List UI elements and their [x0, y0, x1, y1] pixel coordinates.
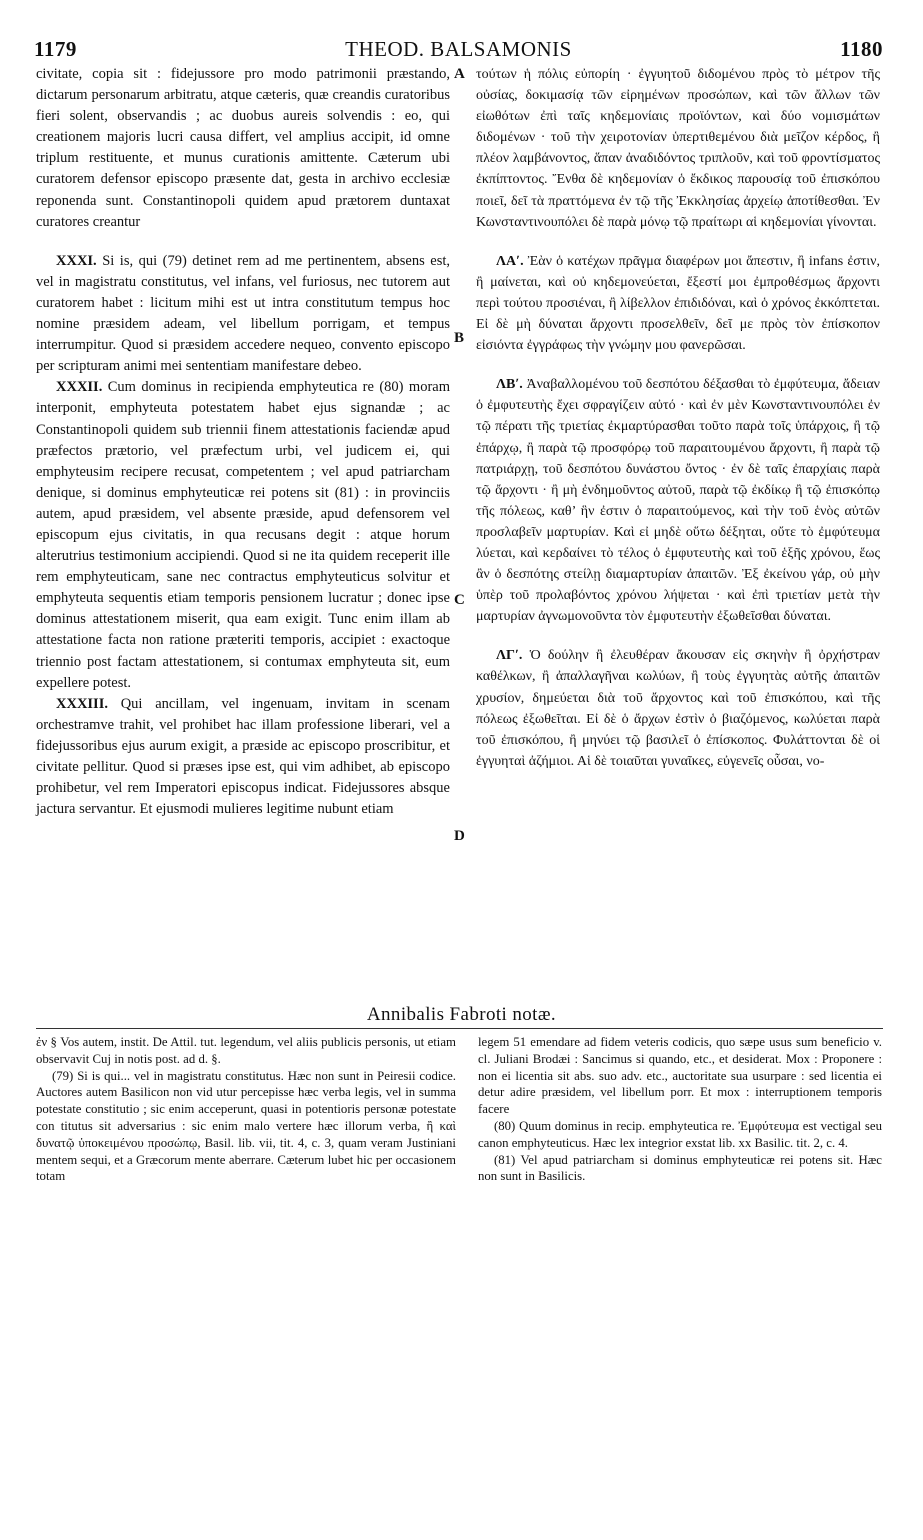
greek-section-33 [476, 645, 880, 772]
margin-letter-c: C [454, 592, 465, 608]
greek-section-31 [476, 251, 880, 356]
greek-section-32 [476, 374, 880, 627]
notes-right-column [478, 1034, 882, 1185]
greek-paragraph-intro: τούτων ἡ πόλις εὐπορίη · ἐγγυητοῦ διδομένου πρὸς τὸ μέτρον τῆς οὐσίας, δοκιμασίᾳ τῶν εἰρημένων προσώπων, καὶ τῶν ἄλλων τῶν εἰωθότων ἐπὶ ταῖς κηδεμονίαις προϊόντων, καὶ δύο νομισμάτων διδομένων · τοῦ τὴν χειροτονίαν ὑπερτιθεμένου διὰ μεῖζον κέρδος, ἢ πλέον λαμβάνοντος, ἅπαν ἀναδιδόντος τριπλοῦν, καὶ τοῦ φροντίσματος ἐκπίπτοντος. Ἔνθα δὲ κηδεμονίαν ὁ ἔκδικος παρουσίᾳ τοῦ ἐπισκόπου ποιεῖ, δεῖ τὰ πραττόμενα ἐν τῷ τῆς Ἐκκλησίας ἀρχείῳ ἀποτίθεσθαι. Ἐν Κωνσταντινουπόλει δὲ παρὰ μόνῳ τῷ πραίτωρι αἱ κηδεμονίαι γίνονται. [476, 67, 880, 230]
page-number-left: 1179 [34, 36, 77, 61]
page-number-right: 1180 [840, 36, 883, 61]
notes-heading: Annibalis Fabroti notæ. [366, 1004, 557, 1025]
margin-letter-a: A [454, 66, 465, 82]
latin-section-32 [36, 377, 450, 693]
section-text: Ἀναβαλλομένου τοῦ δεσπότου δέξασθαι τὸ ἐμφύτευμα, ἄδειαν ὁ ἐμφυτευτὴς ἔχει σφραγίζειν αὐτό · καὶ ἐν μὲν Κωνσταντινουπόλει ἐν τῷ πέρατι τῆς τριετίας ἐκμαρτύρασθαι τοῦτο παρὰ τοῖς ὑπάρχοις, ἢ τῷ ἐπάρχῳ, ἢ παρὰ τῷ προσφόρῳ τοῦ παραιτουμένου ἄρχοντι, ἢ παρὰ τῷ πατριάρχῃ, τοῦ δεσπότου δυνάστου ὄντος · ἐν δὲ ταῖς ἐπαρχίαις παρὰ τῷ ἄρχοντι · ἢ μὴ ἐνδημοῦντος αὐτοῦ, παρὰ τῷ ἐκδίκῳ ἢ τῷ ἐπισκόπῳ τῆς πόλεως, καθ’ ἣν ἐστιν ὁ παραιτούμενος, καὶ τὴν τοῦ ἑνὸς αὐτῶν προσλαβεῖν μαρτυρίαν. Καὶ εἰ μηδὲ οὕτω δέξηται, οὔτε τὸ ἐμφύτευμα λύεται, καὶ κερδαίνει τὸ τέλος ὁ ἐμφυτευτὴς καὶ τοῦ ἑξῆς χρόνου, ἕως ἂν ὁ δεσπότης στείλῃ διαμαρτυρίαν ἀπαιτῶν. Ἐξ ἐκείνου γάρ, οὐ μὴν ὑπὲρ τοῦ προλαβόντος χρόνου λήψεται · καὶ ἐπὶ τριετίαν μετὰ τὴν μαρτυρίαν ἀγνωμονοῦντα τὸν ἐμφυτευτὴν ἐξωθεῖσθαι δύναται. [476, 377, 880, 625]
greek-column [476, 64, 880, 772]
section-number: ΛΓʹ. [496, 648, 523, 664]
section-text: Cum dominus in recipienda emphyteutica re (80) moram interponit, emphyteuta potestatem habet ejus signandæ ; ac Constantinopoli quidem sub triennii finem attestationis faciendæ apud præfectos prætorio, vel præfectum urbi, vel judicem ei, qui emphyteusim recipere recusat, competentem ; vel apud patriarcham denique, si dominus emphyteuticæ rei potens sit (81) : in provinciis autem, apud præsidem, vel absente præside, apud defensorem vel episcopum ejus civitatis, in qua recusans degit : atque horum alterutrius testimonium accipiendi. Quod si ne ita quidem receperit ille rem emphyteuticam, sane nec contractus emphyteuticus solvitur et emphyteuta sequentis etiam temporis pensionem lucratur ; donec ipse dominus attestationem miserit, qua eam exigit. Tunc enim illam ab attestatione facta non ratione præteriti temporis, accipiet : exactoque triennio post factam attestationem, si contumax emphyteuta sit, eum expellere potest. [36, 379, 450, 691]
note-paragraph: legem 51 emendare ad fidem veteris codicis, quo sæpe usus sum beneficio v. cl. Juliani Brodæi : Sancimus si quando, etc., et desiderat. Mox : Proponere : non ei licentia sit abs. suo adv. etc., auctoritate sua usurpare : sed licentia ei detur adire præsidem, vel libellum porr. Et mox : interruptionem temporis facere [478, 1035, 882, 1117]
notes-left-column [36, 1034, 456, 1185]
latin-paragraph-intro: civitate, copia sit : fidejussore pro modo patrimonii præstando, dictarum personarum arbitratu, atque cæteris, quæ creandis curatoribus fieri solent, observandis ; ac duobus aureis solvendis : eo, qui creationem majoris lucri causa differt, vel amplius accipit, id omne triplum restituente, et munus curationis amittente. Cæterum ubi curatorem defensor episcopo præsente dat, gesta in archivo ecclesiæ reponenda sunt. Constantinopoli quidem apud prætorem duntaxat curatores creantur [36, 66, 450, 230]
section-number: XXXI. [56, 252, 97, 269]
section-number: XXXII. [56, 379, 103, 396]
margin-letter-d: D [454, 828, 465, 844]
section-text: Ὁ δούλην ἢ ἐλευθέραν ἄκουσαν εἰς σκηνὴν ἢ ὀρχήστραν καθέλκων, ἢ ἀπαλλαγῆναι κωλύων, ἢ τοὺς ἐγγυητὰς αὐτῆς ἀπαιτῶν χρυσίον, δημεύεται διὰ τοῦ ἄρχοντος καὶ τοῦ ἐπισκόπου, καὶ τῆς πόλεως ἐξωθεῖται. Εἰ δὲ ὁ ἄρχων ἐστὶν ὁ βιαζόμενος, κωλύεται παρὰ τοῦ ἐπισκόπου, ἢ μηνύει τῷ βασιλεῖ ὁ ἐπίσκοπος. Φυλάττονται δὲ οἱ ἐγγυηταὶ ἀζήμιοι. Αἱ δὲ τοιαῦται γυναῖκες, εὐγενεῖς οὖσαι, νο- [476, 648, 880, 769]
margin-letter-b: B [454, 330, 465, 346]
note-81: (81) Vel apud patriarcham si dominus emphyteuticæ rei potens sit. Hæc non sunt in Basilicis. [478, 1152, 882, 1184]
note-79: (79) Si is qui... vel in magistratu constitutus. Hæc non sunt in Peiresii codice. Auctores autem Basilicon non vid utur percepisse hæc verba legis, vel in summa potestate constitutio ; sic enim acceperunt, quasi in potentioris personæ potestate con titutus sit adversarius : sic enim malo vertere hæc illorum verba, ἢ καὶ δυνατῷ ὑποκειμένου προσώπῳ, Basil. lib. vii, tit. 4, c. 3, quam veram Justiniani mentem sequi, et a Græcorum mente aberrare. Cæterum lubet hic per occasionem totam [36, 1068, 456, 1184]
latin-section-33 [36, 694, 450, 821]
section-number: ΛΑʹ. [496, 253, 524, 269]
latin-column [36, 64, 450, 820]
section-number: XXXIII. [56, 695, 108, 712]
notes-divider [36, 1028, 883, 1029]
section-text: Si is, qui (79) detinet rem ad me pertinentem, absens est, vel in magistratu constitutus, vel infans, vel furiosus, nec tutorem aut curatorem habet : licitum mihi est ut intra constitutum tempus hoc nomine præsidem adeam, vel libellum porrigam, et tempus interrumpitur. Quod si præsidem accedere nequeo, convento episcopo per scripturam animi mei sententiam manifestare debeo. [36, 252, 450, 375]
section-text: Ἐὰν ὁ κατέχων πρᾶγμα διαφέρων μοι ἄπεστιν, ἢ infans ἐστιν, ἢ μαίνεται, καὶ οὐ κηδεμονεύεται, ἔξεστί μοι ἐμπροθέσμως ἄρχοντι περὶ τούτου προσιέναι, ἢ λίβελλον ἐπιδιδόναι, καὶ ὁ χρόνος ἐκκόπτεται. Εἰ δὲ μὴ δύναται ἄρχοντι προσελθεῖν, δεῖ με πρὸς τὸν ἐπίσκοπον εἰσιόντα ἐγγράφως τὴν γνώμην μου φανερῶσαι. [476, 253, 880, 354]
running-title: THEOD. BALSAMONIS [345, 36, 572, 61]
note-80: (80) Quum dominus in recip. emphyteutica re. Ἐμφύτευμα est vectigal seu canon emphyteuticus. Hæc lex integrior exstat lib. xx Basilic. tit. 2, c. 4. [478, 1118, 882, 1150]
page-header [34, 34, 883, 64]
section-number: ΛΒʹ. [496, 377, 523, 393]
latin-section-31 [36, 251, 450, 378]
note-paragraph: ἐν § Vos autem, instit. De Attil. tut. legendum, vel aliis publicis personis, ut etiam observavit Cuj in notis post. ad d. §. [36, 1035, 456, 1066]
section-text: Qui ancillam, vel ingenuam, invitam in scenam orchestramve trahit, vel prohibet hac illam professione liberari, vel a fidejussoribus ejus aurum exigit, a præside ac episcopo proscribitur, et civitate pellitur. Quod si præses ipse est, qui vim adhibet, ab episcopo prohibetur, vel rem Imperatori episcopus indicat. Fidejussores absque jactura servantur. Et ejusmodi mulieres legitime nubunt etiam [36, 695, 450, 818]
